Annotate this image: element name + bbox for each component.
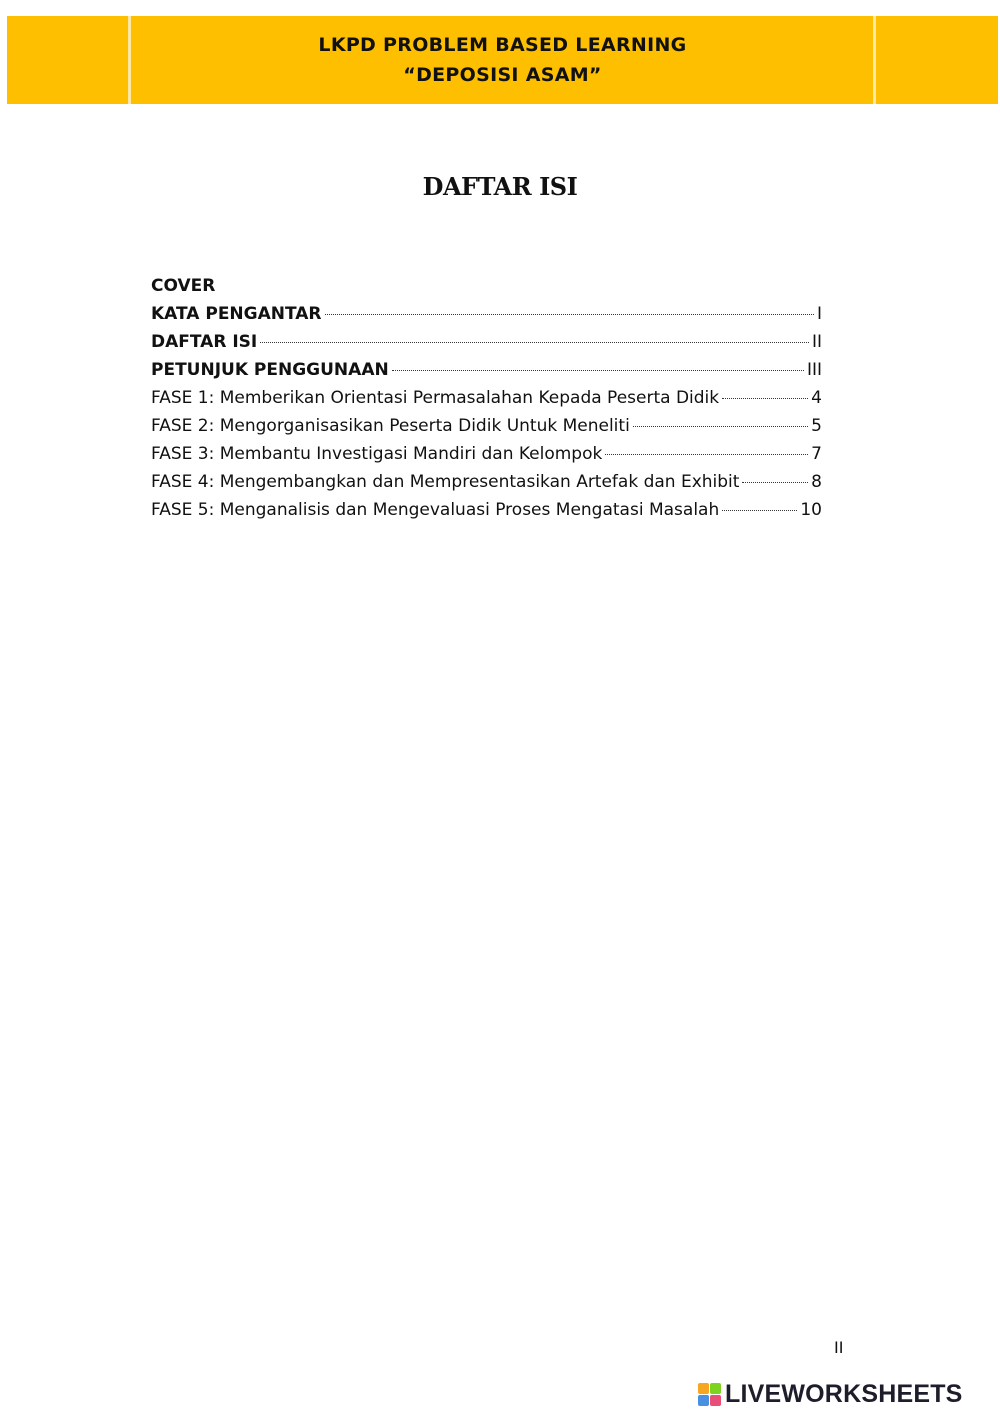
table-of-contents — [151, 276, 822, 528]
toc-entry-label: KATA PENGANTAR — [151, 304, 322, 324]
header-divider-right — [873, 16, 876, 104]
liveworksheets-watermark — [698, 1377, 963, 1411]
toc-entry-page: 10 — [800, 500, 822, 520]
toc-entry-page: 7 — [811, 444, 822, 464]
toc-entry-page: 4 — [811, 388, 822, 408]
toc-dot-leader — [605, 454, 808, 455]
toc-entry — [151, 332, 822, 360]
header-band — [7, 16, 998, 104]
toc-dot-leader — [742, 482, 808, 483]
toc-entry — [151, 500, 822, 528]
toc-dot-leader — [325, 314, 814, 315]
toc-entry-label: FASE 5: Menganalisis dan Mengevaluasi Proses Mengatasi Masalah — [151, 500, 720, 520]
toc-dot-leader — [722, 398, 808, 399]
toc-entry — [151, 416, 822, 444]
toc-entry-label: COVER — [151, 276, 216, 296]
logo-square — [710, 1383, 721, 1394]
logo-square — [710, 1395, 721, 1406]
toc-dot-leader — [392, 370, 804, 371]
toc-dot-leader — [722, 510, 797, 511]
toc-entry — [151, 472, 822, 500]
toc-entry — [151, 360, 822, 388]
toc-dot-leader — [260, 342, 809, 343]
toc-entry-label: DAFTAR ISI — [151, 332, 258, 352]
page-number: II — [834, 1338, 844, 1357]
toc-entry-page: III — [806, 360, 822, 380]
toc-entry-label: PETUNJUK PENGGUNAAN — [151, 360, 389, 380]
toc-entry — [151, 304, 822, 332]
toc-entry — [151, 444, 822, 472]
toc-entry-label: FASE 2: Mengorganisasikan Peserta Didik Untuk Meneliti — [151, 416, 630, 436]
page-title: DAFTAR ISI — [422, 172, 578, 201]
toc-entry-label: FASE 3: Membantu Investigasi Mandiri dan Kelompok — [151, 444, 603, 464]
liveworksheets-logo-icon — [698, 1383, 721, 1406]
toc-entry-label: FASE 4: Mengembangkan dan Mempresentasikan Artefak dan Exhibit — [151, 472, 740, 492]
toc-entry-page: II — [811, 332, 822, 352]
logo-square — [698, 1395, 709, 1406]
logo-square — [698, 1383, 709, 1394]
toc-entry — [151, 276, 822, 304]
toc-entry-page: 5 — [811, 416, 822, 436]
header-title-line-2: “DEPOSISI ASAM” — [403, 64, 602, 86]
toc-entry-label: FASE 1: Memberikan Orientasi Permasalahan Kepada Peserta Didik — [151, 388, 720, 408]
toc-entry — [151, 388, 822, 416]
header-title-line-1: LKPD PROBLEM BASED LEARNING — [318, 34, 687, 56]
header-divider-left — [128, 16, 131, 104]
toc-entry-page: 8 — [811, 472, 822, 492]
toc-dot-leader — [633, 426, 808, 427]
toc-entry-page: I — [816, 304, 822, 324]
watermark-text: LIVEWORKSHEETS — [725, 1379, 963, 1408]
